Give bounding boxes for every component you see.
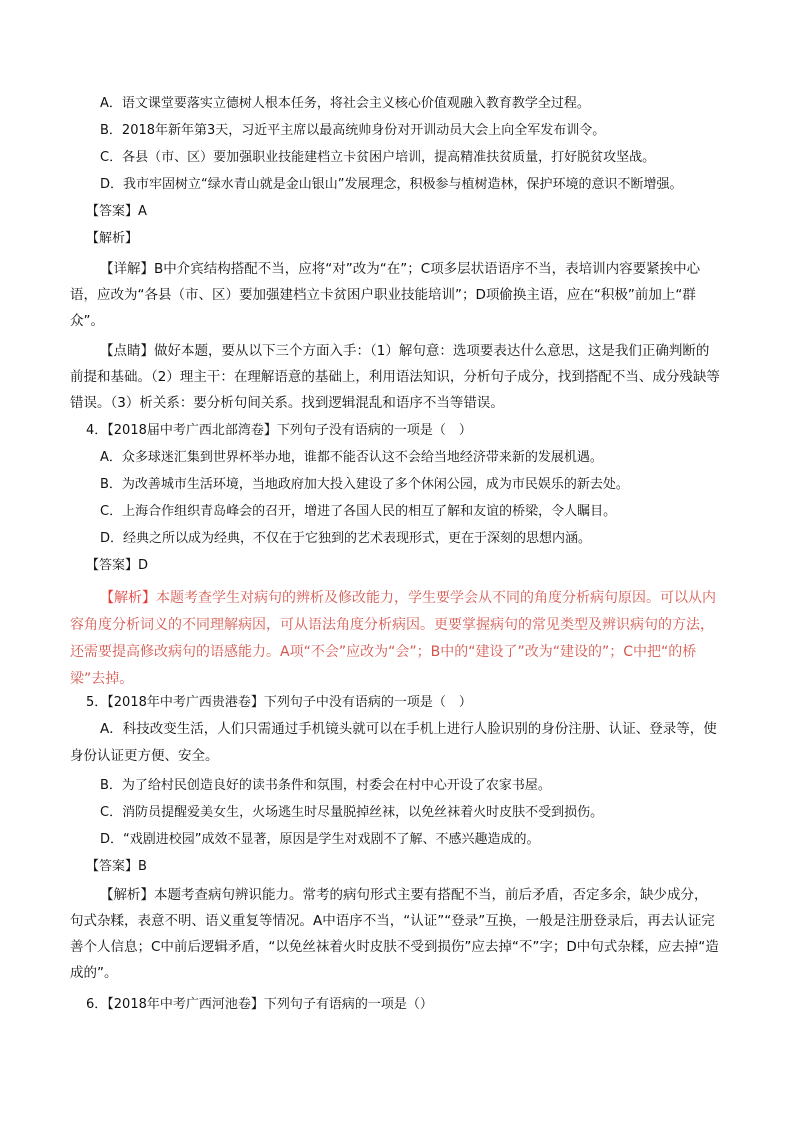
q4-option-b: B．为改善城市生活环境，当地政府加大投入建设了多个休闲公园，成为市民娱乐的新去处。 [100,477,629,492]
answer-label: 【答案】A [86,204,147,219]
q5-analysis: 【解析】本题考查病句辨识能力。常考的病句形式主要有搭配不当，前后矛盾，否定多余，缺少成分，句式杂糅，表意不明、语义重复等情况。A中语序不当，“认证”“登录”互换，一般是注册登录后，再去认证完善个人信息；C中前后逻辑矛盾，“以免丝袜着火时皮肤不受到损伤”应去掉“不”字；D中句式杂糅，应去掉“造成的”。 [70,887,719,981]
question-6-stem: 6．【2018年中考广西河池卷】下列句子有语病的一项是（） [86,997,433,1012]
option-c: C．各县（市、区）要加强职业技能建档立卡贫困户培训，提高精准扶贫质量，打好脱贫攻坚战。 [100,150,656,165]
detail-paragraph: 【详解】B中介宾结构搭配不当，应将“对”改为“在”；C项多层状语语序不当，表培训内容要紧挨中心语，应改为“各县（市、区）要加强建档立卡贫困户职业技能培训”；D项偷换主语，应在“积极”前加上“群众”。 [70,261,701,329]
q4-option-a: A．众多球迷汇集到世界杯举办地，谁都不能否认这不会给当地经济带来新的发展机遇。 [100,450,603,465]
q4-answer: 【答案】D [86,558,149,573]
analysis-label: 【解析】 [86,231,139,246]
question-5-stem: 5．【2018年中考广西贵港卷】下列句子中没有语病的一项是（ ） [86,695,472,710]
q4-analysis-tag: 【解析】 [100,590,156,606]
question-4-stem: 4．【2018届中考广西北部湾卷】下列句子没有语病的一项是（ ） [86,423,472,438]
q4-analysis [70,585,720,693]
q5-option-a: A．科技改变生活，人们只需通过手机镜头就可以在手机上进行人脸识别的身份注册、认证、登录等，使身份认证更方便、安全。 [70,721,717,764]
q5-option-d: D．“戏剧进校园”成效不显著，原因是学生对戏剧不了解、不感兴趣造成的。 [100,832,540,847]
option-d: D．我市牢固树立“绿水青山就是金山银山”发展理念，积极参与植树造林，保护环境的意识不断增强。 [100,177,683,192]
q4-analysis-text: 本题考查学生对病句的辨析及修改能力，学生要学会从不同的角度分析病句原因。可以从内容角度分析词义的不同理解病因，可从语法角度分析病因。更要掌握病句的常见类型及辨识病句的方法，还需要提高修改病句的语感能力。A项“不会”应改为“会”；B中的“建设了”改为“建设的”；C中把“的桥梁”去掉。 [70,590,716,687]
q4-option-c: C．上海合作组织青岛峰会的召开，增进了各国人民的相互了解和友谊的桥梁，令人瞩目。 [100,504,617,519]
tip-paragraph: 【点睛】做好本题，要从以下三个方面入手：（1）解句意：选项要表达什么意思，这是我们正确判断的前提和基础。（2）理主干：在理解语意的基础上，利用语法知识，分析句子成分，找到搭配不当、成分残缺等错误。（3）析关系：要分析句间关系。找到逻辑混乱和语序不当等错误。 [70,343,720,411]
q5-option-b: B．为了给村民创造良好的读书条件和氛围，村委会在村中心开设了农家书屋。 [100,778,551,793]
option-b: B．2018年新年第3天，习近平主席以最高统帅身份对开训动员大会上向全军发布训令。 [100,123,606,138]
option-a: A．语文课堂要落实立德树人根本任务，将社会主义核心价值观融入教育教学全过程。 [100,96,590,111]
q4-option-d: D．经典之所以成为经典，不仅在于它独到的艺术表现形式，更在于深刻的思想内涵。 [100,531,592,546]
q5-option-c: C．消防员提醒爱美女生，火场逃生时尽量脱掉丝袜，以免丝袜着火时皮肤不受到损伤。 [100,805,604,820]
q5-answer: 【答案】B [86,859,147,874]
